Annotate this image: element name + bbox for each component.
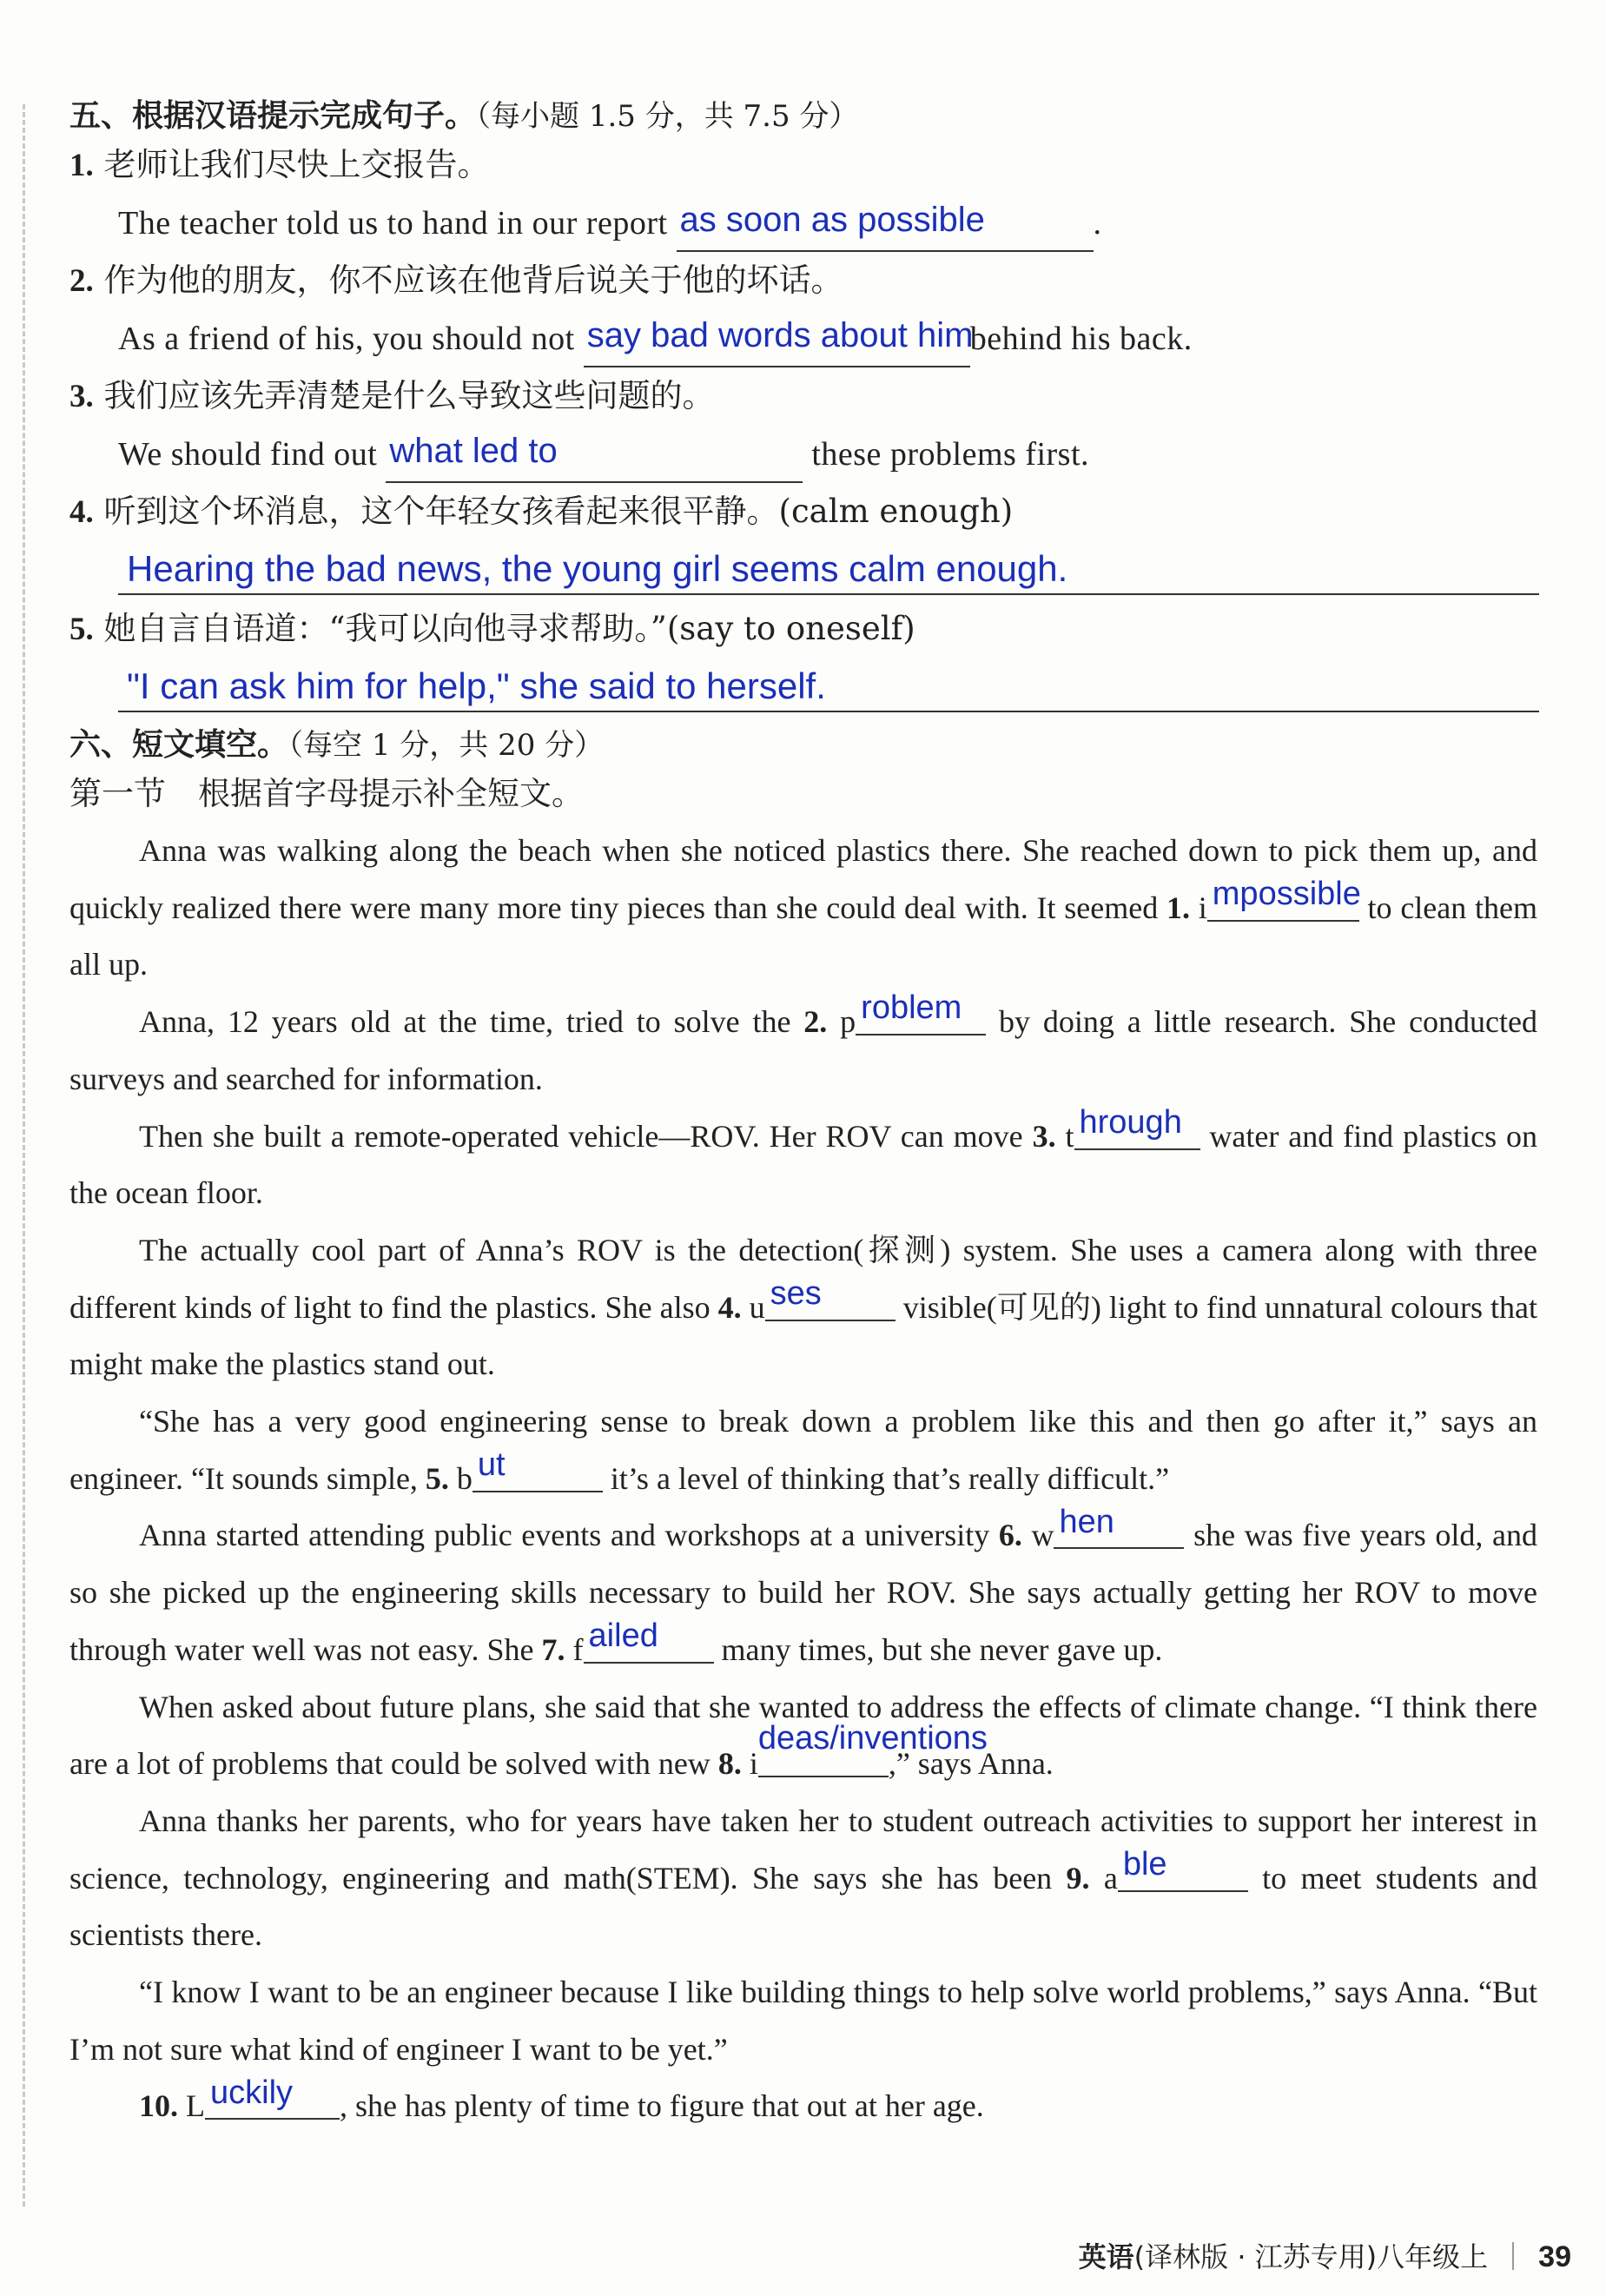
binding-margin-line bbox=[23, 104, 25, 2207]
fill-blank-8[interactable]: deas/inventions bbox=[758, 1739, 889, 1777]
section6-title: 六、短文填空。（每空 1 分，共 20 分） bbox=[69, 726, 605, 763]
passage-paragraph: Anna, 12 years old at the time, tried to solve the 2. p roblem by doing a little research. She conducted surveys and searched for information. bbox=[69, 989, 1538, 1096]
question-4: 4. 听到这个坏消息，这个年轻女孩看起来很平静。(calm enough) Hearing the bad news, the young girl seems calm enough. bbox=[69, 483, 1537, 595]
question-3: 3. 我们应该先弄清楚是什么导致这些问题的。 We should find out what led to these problems first. bbox=[69, 367, 1537, 483]
fill-blank-10[interactable]: uckily bbox=[205, 2081, 340, 2120]
fill-blank-9[interactable]: ble bbox=[1118, 1854, 1248, 1892]
fill-blank-4[interactable]: ses bbox=[765, 1283, 896, 1321]
passage-paragraph: “I know I want to be an engineer because I like building things to help solve world problems,” says Anna. “But I’m not sure what kind of engineer I want to be yet.” bbox=[69, 1975, 1537, 2067]
page-footer: 英语(译林版 · 江苏专用)八年级上 39 bbox=[1078, 2240, 1571, 2273]
page-number: 39 bbox=[1538, 2240, 1571, 2273]
passage-paragraph: The actually cool part of Anna’s ROV is the detection(探测) system. She uses a camera along with three different kinds of light to find the plastics. She also 4. u ses visible(可见的) light to find unnatural colours that might make the plastics stand out. bbox=[69, 1232, 1537, 1382]
worksheet-page bbox=[69, 96, 1537, 2135]
fill-blank-5[interactable]: ut bbox=[473, 1454, 603, 1492]
section6-part1-instruction: 第一节 根据首字母提示补全短文。 bbox=[69, 775, 584, 812]
answer-text: Hearing the bad news, the young girl seems calm enough. bbox=[127, 548, 1068, 589]
fill-blank-2[interactable]: roblem bbox=[856, 997, 986, 1036]
question-1: 1. 老师让我们尽快上交报告。 The teacher told us to hand in our report as soon as possible . bbox=[69, 136, 1537, 252]
answer-line[interactable] bbox=[118, 658, 1539, 712]
answer-line[interactable] bbox=[118, 541, 1539, 595]
question-2: 2. 作为他的朋友，你不应该在他背后说关于他的坏话。 As a friend of his, you should not say bad words about him behind his back. bbox=[69, 252, 1537, 367]
footer-divider bbox=[1512, 2242, 1514, 2270]
passage-paragraph: “She has a very good engineering sense to break down a problem like this and then go after it,” says an engineer. “It sounds simple, 5. b ut it’s a level of thinking that’s really difficult.” bbox=[69, 1404, 1537, 1496]
answer-blank[interactable] bbox=[386, 432, 803, 483]
answer-blank[interactable] bbox=[677, 201, 1094, 252]
passage-paragraph: Then she built a remote-operated vehicle—ROV. Her ROV can move 3. t hrough water and find plastics on the ocean floor. bbox=[69, 1103, 1537, 1211]
fill-blank-1[interactable]: mpossible bbox=[1207, 883, 1359, 922]
question-5: 5. 她自言自语道：“我可以向他寻求帮助。”(say to oneself) "I can ask him for help," she said to herself. bbox=[69, 600, 1537, 712]
passage-paragraph: Anna started attending public events and workshops at a university 6. w hen she was five years old, and so she picked up the engineering skills necessary to build her ROV. She says actually getting her ROV to move through water well was not easy. She 7. f ailed many times, but she never gave up. bbox=[69, 1503, 1537, 1667]
passage-paragraph: When asked about future plans, she said that she wanted to address the effects of climate change. “I think there are a lot of problems that could be solved with new 8. i deas/inventions ,” says Anna. bbox=[69, 1689, 1537, 1782]
section5-title: 五、根据汉语提示完成句子。（每小题 1.5 分，共 7.5 分） bbox=[69, 97, 859, 134]
answer-text: as soon as possible bbox=[679, 201, 985, 239]
fill-blank-3[interactable]: hrough bbox=[1074, 1112, 1200, 1150]
answer-text: "I can ask him for help," she said to herself. bbox=[127, 665, 826, 706]
answer-blank[interactable] bbox=[584, 316, 974, 367]
answer-text: say bad words about him bbox=[586, 316, 974, 354]
question-cn: 老师让我们尽快上交报告。 bbox=[103, 146, 490, 183]
fill-blank-7[interactable]: ailed bbox=[584, 1625, 714, 1664]
fill-blank-6[interactable]: hen bbox=[1054, 1511, 1184, 1549]
footer-subject: 英语 bbox=[1078, 2240, 1134, 2273]
passage-paragraph: 10. L uckily , she has plenty of time to figure that out at her age. bbox=[139, 2074, 984, 2124]
passage-paragraph: Anna thanks her parents, who for years have taken her to student outreach activities to support her interest in science, technology, engineering and math(STEM). She says she has been 9. a ble to meet students and scientists there. bbox=[69, 1803, 1538, 1953]
answer-text: what led to bbox=[389, 432, 558, 470]
passage-paragraph: Anna was walking along the beach when she noticed plastics there. She reached down to pick them up, and quickly realized there were many more tiny pieces than she could deal with. It seemed 1. i mpossible to clean them all up. bbox=[69, 833, 1537, 983]
